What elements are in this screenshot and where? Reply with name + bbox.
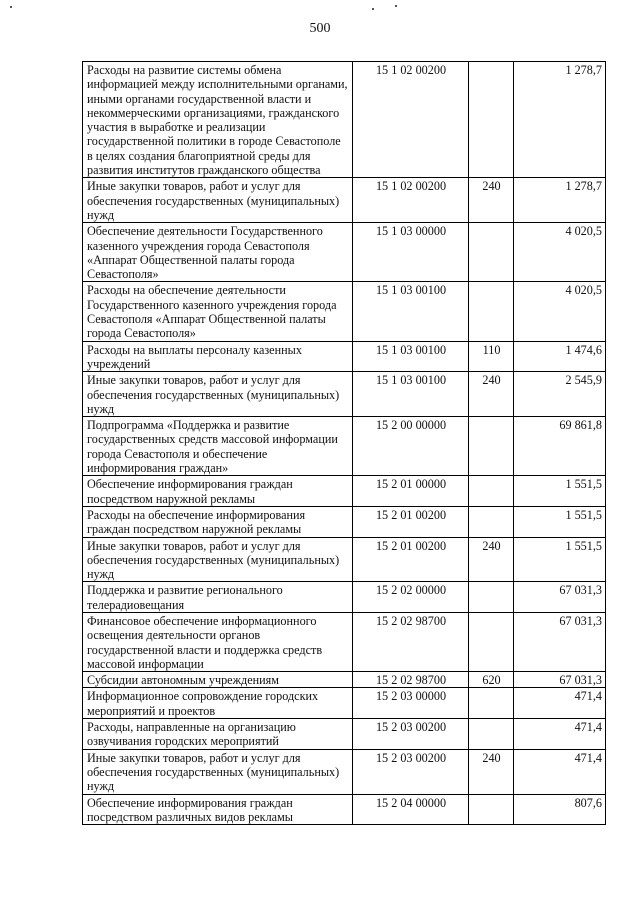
row-expense-type: 240 xyxy=(469,372,514,417)
table-row xyxy=(83,223,606,282)
row-name: Иные закупки товаров, работ и услуг для обеспечения государственных (муниципальных) нужд xyxy=(83,178,353,223)
row-sum: 4 020,5 xyxy=(514,223,606,282)
row-expense-type: 240 xyxy=(469,749,514,794)
row-expense-type xyxy=(469,62,514,178)
row-expense-type: 110 xyxy=(469,341,514,372)
row-name: Информационное сопровождение городских мероприятий и проектов xyxy=(83,688,353,719)
table-row xyxy=(83,417,606,476)
row-name: Финансовое обеспечение информационного освещения деятельности органов государственной власти и поддержка средств массовой информации xyxy=(83,612,353,671)
table-row xyxy=(83,672,606,688)
row-sum: 471,4 xyxy=(514,749,606,794)
row-sum: 1 551,5 xyxy=(514,537,606,582)
row-name: Расходы, направленные на организацию озвучивания городских мероприятий xyxy=(83,719,353,750)
row-sum: 67 031,3 xyxy=(514,672,606,688)
row-expense-type: 240 xyxy=(469,537,514,582)
row-name: Подпрограмма «Поддержка и развитие государственных средств массовой информации города Севастополя и обеспечение информирования граждан» xyxy=(83,417,353,476)
row-code: 15 2 00 00000 xyxy=(353,417,469,476)
row-code: 15 2 03 00200 xyxy=(353,749,469,794)
row-expense-type xyxy=(469,417,514,476)
row-name: Обеспечение информирования граждан посредством различных видов рекламы xyxy=(83,794,353,825)
table-row xyxy=(83,749,606,794)
table-row xyxy=(83,282,606,341)
row-sum: 2 545,9 xyxy=(514,372,606,417)
table-row xyxy=(83,794,606,825)
row-sum: 471,4 xyxy=(514,719,606,750)
row-sum: 67 031,3 xyxy=(514,582,606,613)
row-code: 15 1 03 00000 xyxy=(353,223,469,282)
page-number: 500 xyxy=(309,21,331,36)
row-code: 15 2 02 98700 xyxy=(353,612,469,671)
row-sum: 807,6 xyxy=(514,794,606,825)
table-row xyxy=(83,537,606,582)
budget-table xyxy=(82,61,606,825)
row-name: Иные закупки товаров, работ и услуг для обеспечения государственных (муниципальных) нужд xyxy=(83,537,353,582)
row-code: 15 2 02 98700 xyxy=(353,672,469,688)
row-name: Расходы на выплаты персоналу казенных учреждений xyxy=(83,341,353,372)
table-row xyxy=(83,178,606,223)
row-sum: 1 551,5 xyxy=(514,476,606,507)
table-row xyxy=(83,688,606,719)
row-sum: 1 474,6 xyxy=(514,341,606,372)
table-row xyxy=(83,582,606,613)
scan-speck xyxy=(10,6,12,8)
row-sum: 69 861,8 xyxy=(514,417,606,476)
table-row xyxy=(83,341,606,372)
row-code: 15 2 03 00200 xyxy=(353,719,469,750)
row-expense-type xyxy=(469,612,514,671)
row-sum: 1 278,7 xyxy=(514,178,606,223)
row-expense-type xyxy=(469,719,514,750)
scan-speck xyxy=(372,8,374,10)
row-code: 15 2 04 00000 xyxy=(353,794,469,825)
table-row xyxy=(83,62,606,178)
table-row xyxy=(83,476,606,507)
row-expense-type xyxy=(469,794,514,825)
row-code: 15 1 02 00200 xyxy=(353,62,469,178)
row-sum: 471,4 xyxy=(514,688,606,719)
row-name: Иные закупки товаров, работ и услуг для обеспечения государственных (муниципальных) нужд xyxy=(83,749,353,794)
row-sum: 1 551,5 xyxy=(514,506,606,537)
row-name: Обеспечение информирования граждан посредством наружной рекламы xyxy=(83,476,353,507)
budget-table-body xyxy=(83,62,606,825)
table-row xyxy=(83,612,606,671)
row-expense-type xyxy=(469,282,514,341)
row-name: Иные закупки товаров, работ и услуг для обеспечения государственных (муниципальных) нужд xyxy=(83,372,353,417)
row-name: Расходы на обеспечение информирования граждан посредством наружной рекламы xyxy=(83,506,353,537)
row-code: 15 1 03 00100 xyxy=(353,372,469,417)
row-code: 15 1 02 00200 xyxy=(353,178,469,223)
row-expense-type xyxy=(469,506,514,537)
row-sum: 1 278,7 xyxy=(514,62,606,178)
row-expense-type xyxy=(469,223,514,282)
row-name: Поддержка и развитие регионального телерадиовещания xyxy=(83,582,353,613)
row-expense-type xyxy=(469,476,514,507)
row-code: 15 2 02 00000 xyxy=(353,582,469,613)
row-sum: 4 020,5 xyxy=(514,282,606,341)
row-name: Расходы на развитие системы обмена информацией между исполнительными органами, иными органами государственной власти и некоммерческими организациями, гражданского участия в выработке и реализации государственной политики в городе Севастополе в целях создания благоприятной среды для развития институтов гражданского общества xyxy=(83,62,353,178)
row-name: Обеспечение деятельности Государственного казенного учреждения города Севастополя «Аппарат Общественной палаты города Севастополя» xyxy=(83,223,353,282)
row-expense-type: 620 xyxy=(469,672,514,688)
row-name: Субсидии автономным учреждениям xyxy=(83,672,353,688)
table-row xyxy=(83,372,606,417)
row-expense-type xyxy=(469,688,514,719)
row-sum: 67 031,3 xyxy=(514,612,606,671)
row-expense-type: 240 xyxy=(469,178,514,223)
scan-speck xyxy=(395,5,397,7)
row-code: 15 2 01 00200 xyxy=(353,506,469,537)
row-name: Расходы на обеспечение деятельности Государственного казенного учреждения города Севастополя «Аппарат Общественной палаты города Севастополя» xyxy=(83,282,353,341)
row-code: 15 2 03 00000 xyxy=(353,688,469,719)
row-code: 15 1 03 00100 xyxy=(353,341,469,372)
row-code: 15 2 01 00200 xyxy=(353,537,469,582)
row-code: 15 2 01 00000 xyxy=(353,476,469,507)
row-code: 15 1 03 00100 xyxy=(353,282,469,341)
table-row xyxy=(83,506,606,537)
row-expense-type xyxy=(469,582,514,613)
table-row xyxy=(83,719,606,750)
